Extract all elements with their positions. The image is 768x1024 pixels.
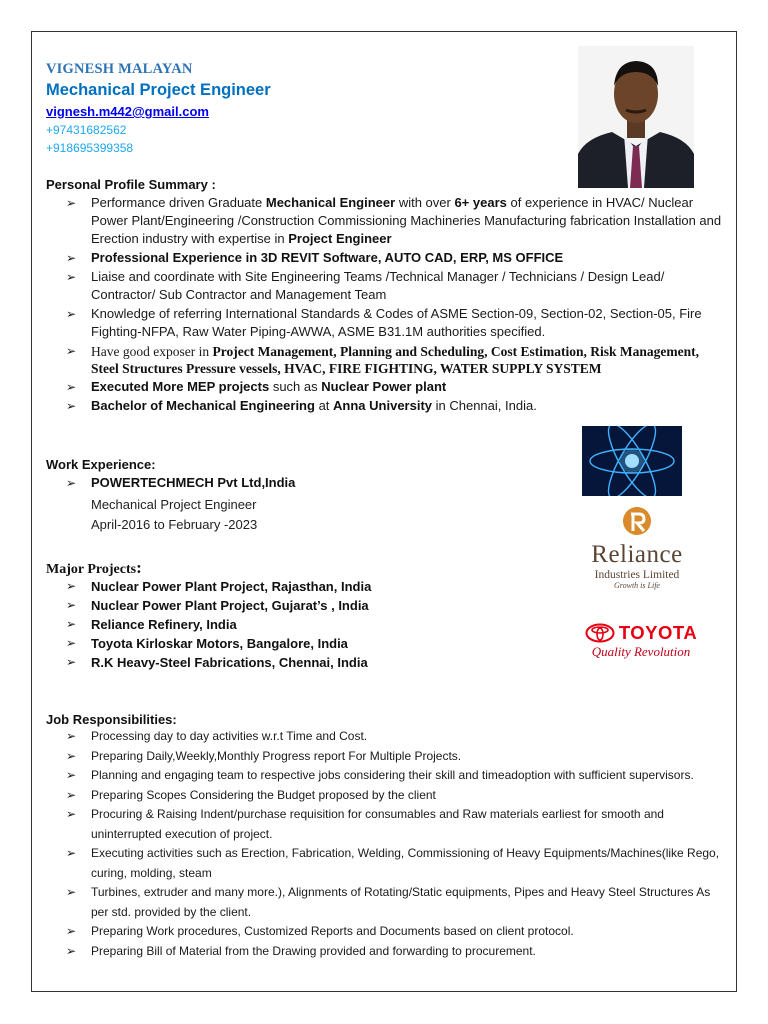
bullet-arrow-icon: ➢ xyxy=(66,768,77,782)
responsibilities-list xyxy=(46,727,726,961)
bullet-arrow-icon: ➢ xyxy=(66,579,77,593)
responsibility-item: ➢ Planning and engaging team to respective jobs considering their skill and timeadoption with sufficient supervisors. xyxy=(46,766,726,786)
responsibility-item: ➢ Executing activities such as Erection, Fabrication, Welding, Commissioning of Heavy Equipments/Machines(like Rego, curing, molding, steam xyxy=(66,846,720,880)
responsibility-item: ➢ Processing day to day activities w.r.t Time and Cost. xyxy=(46,727,726,747)
profile-photo xyxy=(578,46,694,188)
profile-heading: Personal Profile Summary : xyxy=(46,177,216,192)
email-link[interactable]: vignesh.m442@gmail.com xyxy=(46,104,209,119)
bullet-arrow-icon: ➢ xyxy=(66,787,77,802)
responsibilities-heading: Job Responsibilities: xyxy=(46,712,177,727)
project-item: ➢ Nuclear Power Plant Project, Rajasthan, India xyxy=(66,579,372,594)
toyota-name: TOYOTA xyxy=(618,622,698,643)
responsibility-item: ➢ Preparing Scopes Considering the Budget proposed by the client xyxy=(46,786,726,806)
experience-role: Mechanical Project Engineer xyxy=(91,497,257,512)
toyota-logo xyxy=(578,622,704,664)
bullet-arrow-icon: ➢ xyxy=(66,196,77,210)
project-item: ➢ R.K Heavy-Steel Fabrications, Chennai, India xyxy=(66,655,368,670)
reliance-flame-icon xyxy=(620,506,654,536)
reliance-name: Reliance xyxy=(591,541,683,568)
bullet-arrow-icon: ➢ xyxy=(66,344,77,358)
toyota-tagline: Quality Revolution xyxy=(591,644,691,659)
responsibility-item: ➢ Turbines, extruder and many more.), Alignments of Rotating/Static equipments, Pipes and Heavy Steel Structures As per std. provided by the client. xyxy=(66,885,711,919)
candidate-name: VIGNESH MALAYAN xyxy=(46,61,193,77)
bullet-arrow-icon: ➢ xyxy=(66,885,77,899)
bullet-arrow-icon: ➢ xyxy=(66,307,77,321)
job-title: Mechanical Project Engineer xyxy=(46,81,271,99)
company-name: POWERTECHMECH Pvt Ltd,India xyxy=(91,475,296,490)
bullet-arrow-icon: ➢ xyxy=(66,943,77,958)
resume-page xyxy=(31,31,737,992)
bullet-arrow-icon: ➢ xyxy=(66,655,77,669)
bullet-arrow-icon: ➢ xyxy=(66,251,77,265)
profile-item: ➢ Executed More MEP projects such as Nuclear Power plant xyxy=(66,379,447,394)
project-item: ➢ Toyota Kirloskar Motors, Bangalore, India xyxy=(66,636,348,651)
profile-item: ➢ Knowledge of referring International Standards & Codes of ASME Section-09, Section-02, Section-05, Fire Fighting-NFPA, Raw Water Piping-AWWA, ASME B31.1M authorities specified. xyxy=(66,306,702,339)
profile-list xyxy=(46,194,722,416)
projects-list xyxy=(46,577,526,672)
reliance-subtitle: Industries Limited xyxy=(594,569,680,581)
phone-number-1: +97431682562 xyxy=(46,123,127,137)
bullet-arrow-icon: ➢ xyxy=(66,270,77,284)
profile-item: ➢ Liaise and coordinate with Site Engineering Teams /Technical Manager / Technicians / Design Lead/ Contractor/ Sub Contractor and Management Team xyxy=(66,269,665,302)
experience-list xyxy=(46,474,506,492)
reliance-logo xyxy=(570,506,704,596)
profile-item: ➢ Performance driven Graduate Mechanical Engineer with over 6+ years of experience in HVAC/ Nuclear Power Plant/Engineering /Construction Commissioning Machineries Manufacturing fabrication Installation and Erection industry with expertise in Project Engineer xyxy=(66,195,722,246)
bullet-arrow-icon: ➢ xyxy=(66,924,77,938)
bullet-arrow-icon: ➢ xyxy=(66,399,77,413)
bullet-arrow-icon: ➢ xyxy=(66,380,77,394)
responsibility-item: ➢ Procuring & Raising Indent/purchase requisition for consumables and Raw materials earliest for smooth and uninterrupted execution of project. xyxy=(66,807,664,841)
project-item: ➢ Nuclear Power Plant Project, Gujarat’s , India xyxy=(66,598,369,613)
experience-period: April-2016 to February -2023 xyxy=(91,517,258,532)
bullet-arrow-icon: ➢ xyxy=(66,598,77,612)
profile-item: ➢ Bachelor of Mechanical Engineering at Anna University in Chennai, India. xyxy=(66,398,537,413)
responsibility-item: ➢ Preparing Work procedures, Customized Reports and Documents based on client protocol. xyxy=(46,922,726,942)
bullet-arrow-icon: ➢ xyxy=(66,807,77,821)
bullet-arrow-icon: ➢ xyxy=(66,476,77,490)
bullet-arrow-icon: ➢ xyxy=(66,748,77,763)
bullet-arrow-icon: ➢ xyxy=(66,729,77,743)
bullet-arrow-icon: ➢ xyxy=(66,617,77,631)
phone-number-2: +918695399358 xyxy=(46,141,134,155)
list-item xyxy=(46,474,506,492)
profile-item: ➢ Have good exposer in Project Management, Planning and Scheduling, Cost Estimation, Risk Management, Steel Structures Pressure vessels, HVAC, FIRE FIGHTING, WATER SUPPLY SYSTEM xyxy=(66,344,699,376)
toyota-emblem-icon xyxy=(585,623,615,643)
reliance-tagline: Growth is Life xyxy=(614,581,660,590)
responsibility-item: ➢ Preparing Daily,Weekly,Monthly Progress report For Multiple Projects. xyxy=(46,747,726,767)
nuclear-atom-image xyxy=(582,426,682,496)
bullet-arrow-icon: ➢ xyxy=(66,846,77,860)
responsibility-item: ➢ Preparing Bill of Material from the Drawing provided and forwarding to procurement. xyxy=(46,942,726,962)
bullet-arrow-icon: ➢ xyxy=(66,636,77,650)
project-item: ➢ Reliance Refinery, India xyxy=(66,617,237,632)
experience-heading: Work Experience: xyxy=(46,457,156,472)
profile-item: ➢ Professional Experience in 3D REVIT Software, AUTO CAD, ERP, MS OFFICE xyxy=(66,250,564,265)
projects-heading: Major Projects: xyxy=(46,558,142,577)
